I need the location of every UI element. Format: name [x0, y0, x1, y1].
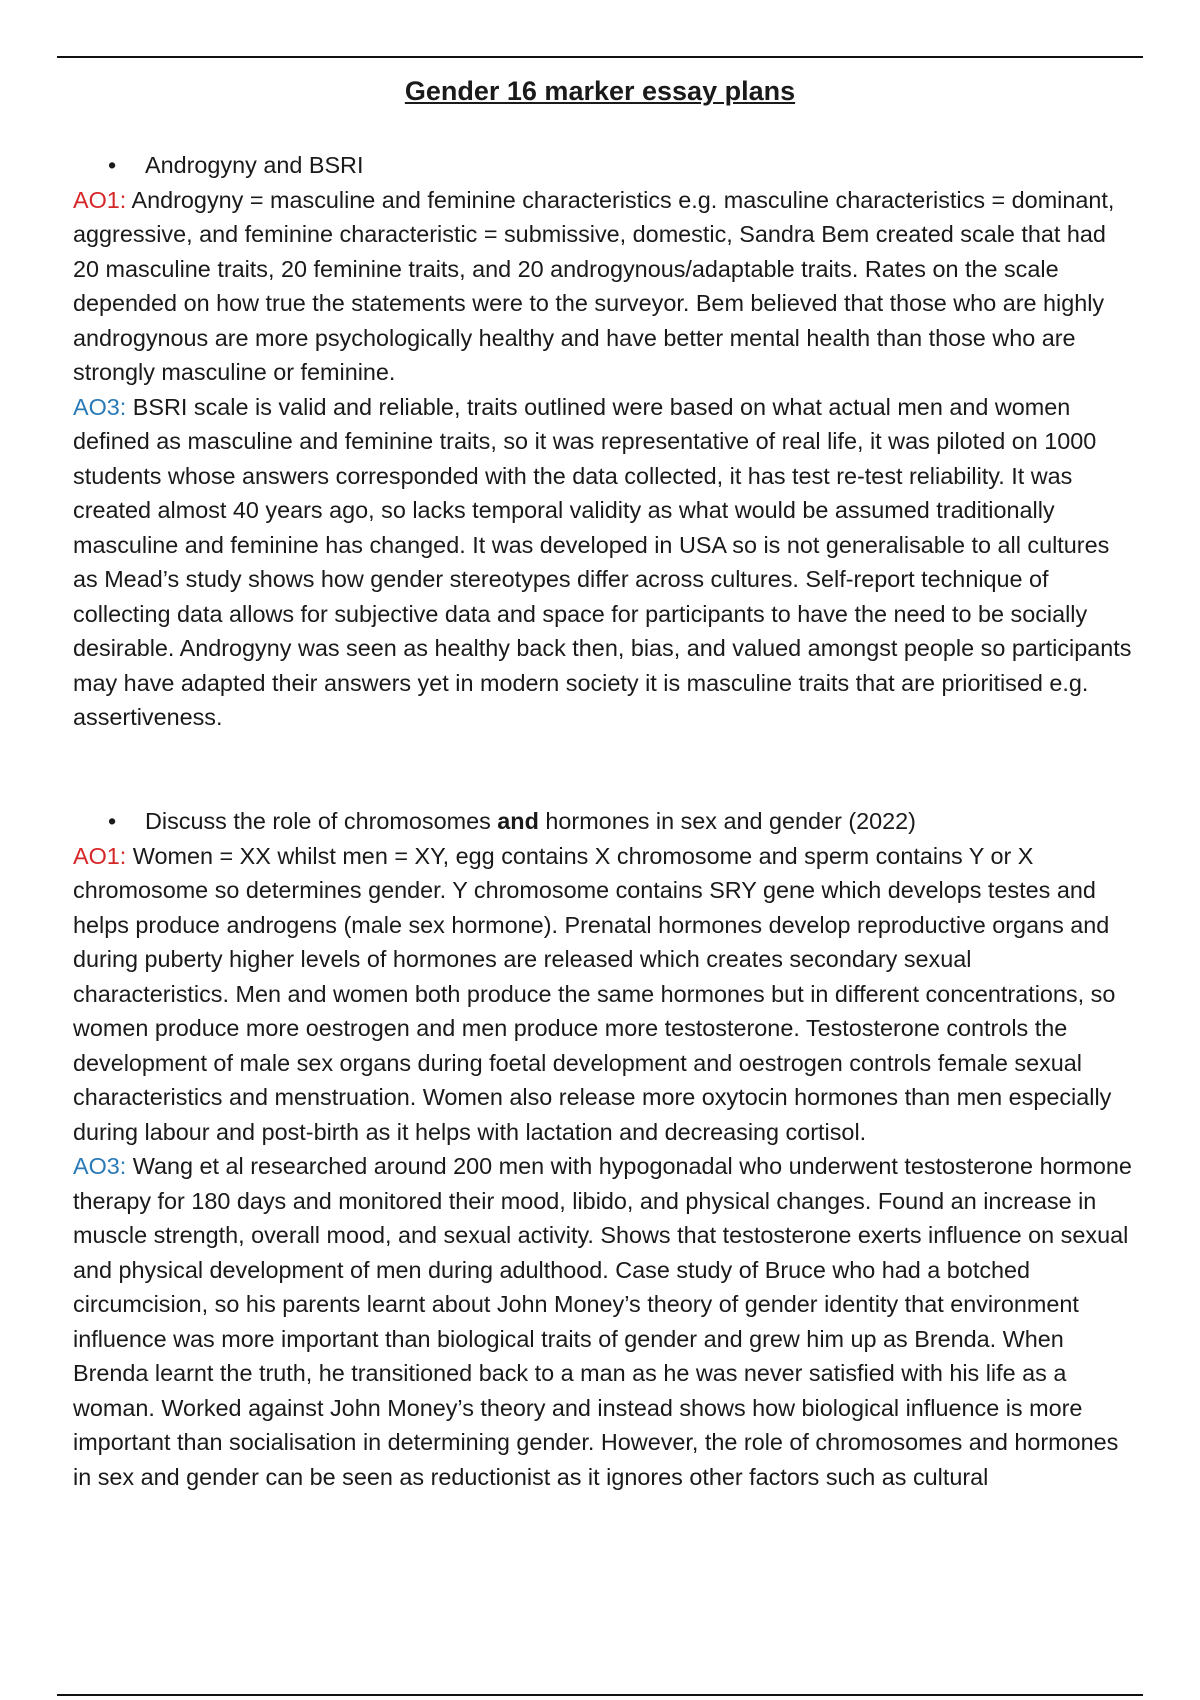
ao1-text: Androgyny = masculine and feminine characteristics e.g. masculine characteristics = dominant, aggressive, and feminine characteristic = submissive, domestic, Sandra Bem created scale that had 20 masculine traits, 20 feminine traits, and 20 androgynous/adaptable traits. Rates on the scale depended on how true the statements were to the surveyor. Bem believed that those who are highly androgynous are more psychologically healthy and have better mental health than those who are strongly masculine or feminine. — [73, 186, 1115, 385]
ao3-label: AO3: — [73, 1153, 127, 1179]
ao3-label: AO3: — [73, 393, 127, 420]
section-heading-start: Discuss the role of chromosomes — [145, 808, 498, 834]
bullet-heading-androgyny — [73, 148, 1133, 183]
section-androgyny — [73, 148, 1133, 735]
ao3-paragraph — [73, 390, 1133, 735]
bullet-dot-icon: • — [108, 152, 117, 178]
section-heading-end: hormones in sex and gender (2022) — [538, 808, 916, 834]
ao1-label: AO1: — [73, 186, 127, 213]
section-heading-bold: and — [497, 808, 539, 834]
bullet-heading-chromosomes — [73, 804, 1133, 839]
section-chromosomes-hormones — [73, 804, 1133, 1494]
section-heading: Androgyny and BSRI — [145, 152, 364, 178]
ao3-text: BSRI scale is valid and reliable, traits outlined were based on what actual men and women defined as masculine and feminine traits, so it was representative of real life, it was piloted on 1000 students whose answers corresponded with the data collected, it has test re-test reliability. It was created almost 40 years ago, so lacks temporal validity as what would be assumed traditionally masculine and feminine has changed. It was developed in USA so is not generalisable to all cultures as Mead’s study shows how gender stereotypes differ across cultures. Self-report technique of collecting data allows for subjective data and space for participants to have the need to be socially desirable. Androgyny was seen as healthy back then, bias, and valued amongst people so participants may have adapted their answers yet in modern society it is masculine traits that are prioritised e.g. assertiveness. — [73, 393, 1132, 730]
ao3-text: Wang et al researched around 200 men with hypogonadal who underwent testosterone hormone therapy for 180 days and monitored their mood, libido, and physical changes. Found an increase in muscle strength, overall mood, and sexual activity. Shows that testosterone exerts influence on sexual and physical development of men during adulthood. Case study of Bruce who had a botched circumcision, so his parents learnt about John Money’s theory of gender identity that environment influence was more important than biological traits of gender and grew him up as Brenda. When Brenda learnt the truth, he transitioned back to a man as he was never satisfied with his life as a woman. Worked against John Money’s theory and instead shows how biological influence is more important than socialisation in determining gender. However, the role of chromosomes and hormones in sex and gender can be seen as reductionist as it ignores other factors such as cultural — [73, 1153, 1132, 1490]
top-rule — [57, 56, 1143, 58]
ao3-paragraph — [73, 1149, 1133, 1494]
ao1-text: Women = XX whilst men = XY, egg contains X chromosome and sperm contains Y or X chromosome so determines gender. Y chromosome contains SRY gene which develops testes and helps produce androgens (male sex hormone). Prenatal hormones develop reproductive organs and during puberty higher levels of hormones are released which creates secondary sexual characteristics. Men and women both produce the same hormones but in different concentrations, so women produce more oestrogen and men produce more testosterone. Testosterone controls the development of male sex organs during foetal development and oestrogen controls female sexual characteristics and menstruation. Women also release more oxytocin hormones than men especially during labour and post-birth as it helps with lactation and decreasing cortisol. — [73, 842, 1116, 1145]
ao1-paragraph — [73, 183, 1133, 390]
bullet-dot-icon: • — [108, 808, 117, 834]
page-title: Gender 16 marker essay plans — [404, 76, 796, 106]
ao1-paragraph — [73, 839, 1133, 1150]
ao1-label: AO1: — [73, 842, 127, 869]
bottom-rule — [57, 1694, 1143, 1696]
